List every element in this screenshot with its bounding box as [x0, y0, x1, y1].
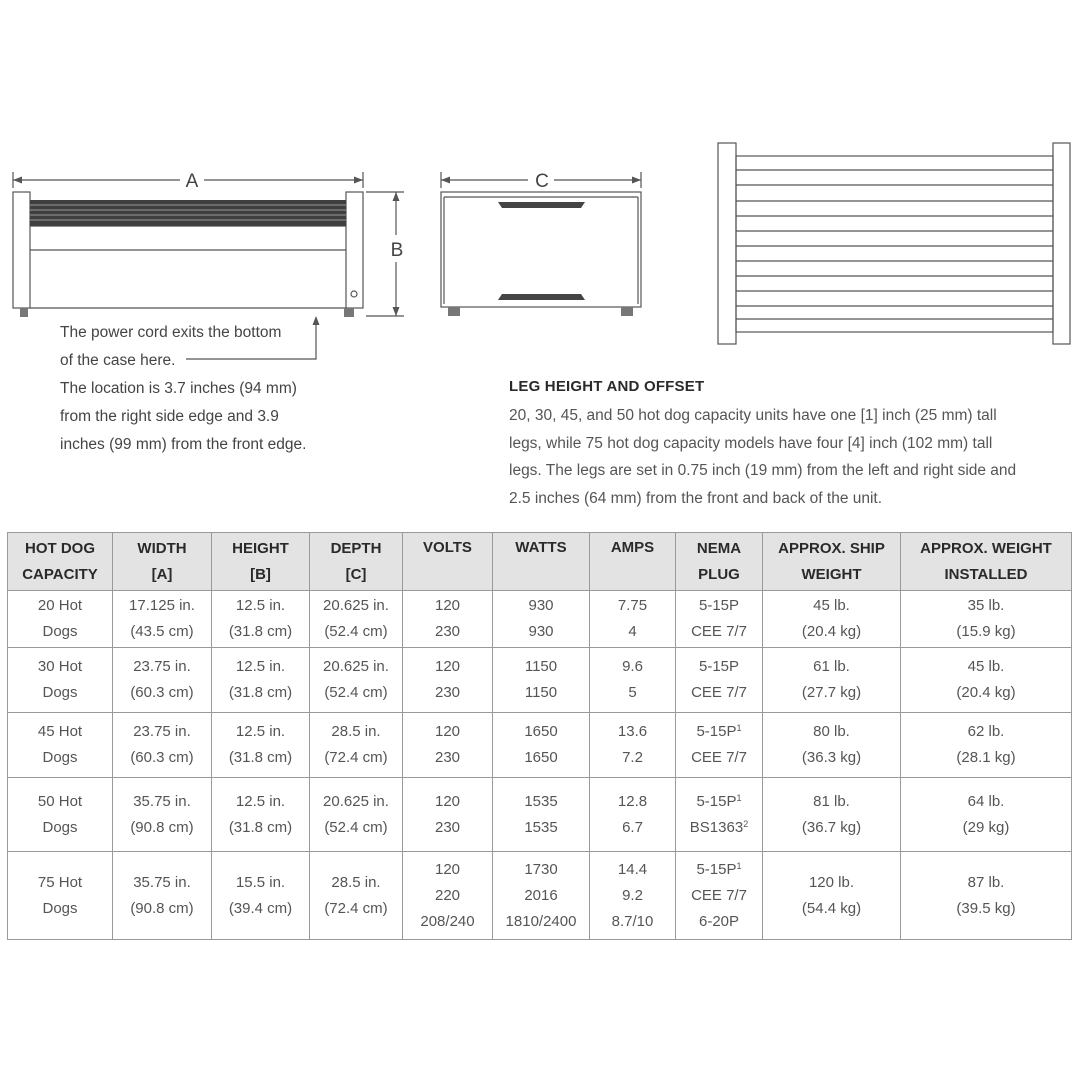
leg-section-line: 20, 30, 45, and 50 hot dog capacity units have one [1] inch (25 mm) tall	[509, 407, 997, 424]
cell-line: (36.3 kg)	[801, 749, 862, 766]
cell-capacity	[8, 778, 113, 852]
cell-line: 61 lb.	[813, 658, 850, 675]
cell-watts	[493, 648, 590, 713]
cell-amps	[590, 648, 676, 713]
cell-capacity	[8, 591, 113, 648]
cell-line: 7.2	[622, 749, 643, 766]
plug-text: BS1363	[689, 818, 744, 836]
cell-line: 1535	[524, 818, 558, 836]
power-cord-note	[60, 319, 306, 459]
table-row	[8, 648, 1072, 713]
cell-line: 87 lb.	[967, 873, 1005, 891]
cell-line	[676, 789, 762, 815]
cell-line: 230	[434, 749, 461, 766]
header-plug: NEMA PLUG	[676, 533, 763, 591]
cell-line: (15.9 kg)	[956, 623, 1016, 640]
cell-ship	[763, 852, 901, 940]
cell-line: 9.2	[622, 886, 643, 904]
cell-height	[212, 778, 310, 852]
cell-line	[676, 815, 762, 841]
cell-line	[676, 619, 762, 645]
cell-line: Dogs	[42, 623, 78, 640]
cell-volts	[403, 713, 493, 778]
cell-line: 120 lb.	[808, 873, 855, 891]
header-depth: DEPTH [C]	[310, 533, 403, 591]
cell-line: 28.5 in.	[331, 723, 381, 740]
cell-amps	[590, 778, 676, 852]
cell-line	[676, 680, 762, 706]
cell-line: (31.8 cm)	[228, 623, 293, 640]
cell-line	[676, 745, 762, 771]
cell-line: 120	[434, 597, 461, 614]
cell-line: 120	[434, 658, 461, 675]
leg-section-line: legs. The legs are set in 0.75 inch (19 mm) from the left and right side and	[509, 462, 1017, 479]
cell-line: (54.4 kg)	[801, 899, 862, 917]
cell-line: (31.8 cm)	[228, 684, 293, 701]
cell-line: 1650	[524, 723, 558, 740]
top-view-drawing	[718, 143, 1070, 344]
plug-text: 5-15P	[696, 860, 737, 878]
cell-line: (31.8 cm)	[228, 749, 293, 766]
cell-line: 8.7/10	[611, 912, 654, 930]
header-installed-weight: APPROX. WEIGHT INSTALLED	[901, 533, 1072, 591]
cell-line: (60.3 cm)	[130, 749, 194, 766]
plug-text: 6-20P	[698, 912, 740, 930]
cell-line: 9.6	[622, 658, 643, 675]
cell-line: (39.4 cm)	[228, 899, 293, 917]
cell-amps	[590, 591, 676, 648]
cell-line: 12.8	[617, 792, 648, 810]
cell-depth	[310, 591, 403, 648]
plug-text: 5-15P	[696, 723, 737, 740]
power-note-line: The location is 3.7 inches (94 mm)	[60, 380, 297, 397]
cell-line: (60.3 cm)	[130, 684, 194, 701]
cell-line: 230	[434, 684, 461, 701]
cell-line: 20 Hot	[37, 597, 83, 614]
dimension-diagrams	[0, 0, 1080, 360]
cell-line: 17.125 in.	[129, 597, 195, 614]
cell-depth	[310, 648, 403, 713]
cell-line: Dogs	[42, 818, 78, 836]
cell-height	[212, 713, 310, 778]
footnote-marker: 1	[736, 792, 742, 803]
power-note-line: of the case here.	[60, 352, 176, 369]
cell-line: 6.7	[622, 818, 643, 836]
cell-line: 12.5 in.	[235, 723, 286, 740]
table-row	[8, 852, 1072, 940]
cell-amps	[590, 713, 676, 778]
cell-width	[113, 713, 212, 778]
cell-line: 930	[528, 597, 554, 614]
cell-width	[113, 778, 212, 852]
cell-line	[676, 857, 762, 883]
power-note-line: from the right side edge and 3.9	[60, 408, 279, 425]
cell-line: 1730	[524, 860, 558, 878]
cell-line: 75 Hot	[37, 873, 83, 891]
cell-installed	[901, 648, 1072, 713]
cell-line: 30 Hot	[37, 658, 83, 675]
cell-line: 64 lb.	[967, 792, 1005, 810]
header-amps: AMPS	[590, 533, 676, 591]
cell-line: (43.5 cm)	[130, 623, 194, 640]
cell-line	[676, 719, 762, 745]
cell-installed	[901, 591, 1072, 648]
cell-line: (52.4 cm)	[324, 684, 388, 701]
cell-line: 13.6	[617, 723, 648, 740]
cell-line: 20.625 in.	[323, 792, 389, 810]
plug-text: CEE 7/7	[691, 886, 747, 904]
cell-height	[212, 648, 310, 713]
cell-plug	[676, 648, 763, 713]
header-ship-weight: APPROX. SHIP WEIGHT	[763, 533, 901, 591]
cell-width	[113, 591, 212, 648]
cell-line: (52.4 cm)	[324, 623, 388, 640]
cell-line: (39.5 kg)	[956, 899, 1016, 917]
cell-line: 81 lb.	[813, 792, 850, 810]
cell-ship	[763, 713, 901, 778]
cell-ship	[763, 591, 901, 648]
cell-line: (20.4 kg)	[956, 684, 1016, 701]
cell-line: Dogs	[42, 684, 78, 701]
cell-line: (36.7 kg)	[801, 818, 862, 836]
header-width: WIDTH [A]	[113, 533, 212, 591]
cell-depth	[310, 778, 403, 852]
cell-line: 20.625 in.	[323, 658, 389, 675]
dimension-c-label: C	[535, 171, 549, 192]
cell-line: 15.5 in.	[235, 873, 286, 891]
cell-line: (31.8 cm)	[228, 818, 293, 836]
cell-line: 50 Hot	[37, 792, 83, 810]
dimension-a-label: A	[185, 171, 199, 192]
cell-depth	[310, 852, 403, 940]
cell-installed	[901, 713, 1072, 778]
leg-section-line: legs, while 75 hot dog capacity models have four [4] inch (102 mm) tall	[509, 434, 993, 452]
cell-line: 28.5 in.	[331, 873, 381, 891]
cell-line: 220	[434, 886, 461, 904]
table-header-row	[8, 533, 1072, 591]
specifications-table	[7, 532, 1072, 940]
cell-line	[676, 654, 762, 680]
cell-line: 45 lb.	[813, 597, 850, 614]
header-capacity: HOT DOG CAPACITY	[8, 533, 113, 591]
cell-line: 14.4	[617, 860, 648, 878]
plug-text: 5-15P	[698, 597, 740, 614]
power-note-line: The power cord exits the bottom	[60, 324, 282, 341]
cell-volts	[403, 648, 493, 713]
cell-capacity	[8, 648, 113, 713]
footnote-marker: 1	[736, 723, 742, 733]
power-note-line: inches (99 mm) from the front edge.	[60, 436, 307, 453]
cell-line: 230	[434, 818, 461, 836]
cell-line: (27.7 kg)	[801, 684, 862, 701]
table-row	[8, 778, 1072, 852]
cell-watts	[493, 713, 590, 778]
plug-text: CEE 7/7	[691, 623, 747, 640]
cell-plug	[676, 591, 763, 648]
cell-width	[113, 852, 212, 940]
cell-line: 930	[528, 623, 554, 640]
cell-line	[676, 909, 762, 935]
cell-plug	[676, 713, 763, 778]
header-height: HEIGHT [B]	[212, 533, 310, 591]
cell-line: 12.5 in.	[235, 597, 286, 614]
plug-text: 5-15P	[696, 792, 737, 810]
cell-height	[212, 852, 310, 940]
cell-line: 45 lb.	[967, 658, 1005, 675]
cell-line: 12.5 in.	[235, 792, 286, 810]
cell-line: 1150	[524, 658, 558, 675]
cell-line: 120	[434, 723, 461, 740]
cell-line: 35.75 in.	[133, 792, 191, 810]
header-volts: VOLTS	[403, 533, 493, 591]
cell-line: (90.8 cm)	[130, 818, 194, 836]
cell-installed	[901, 852, 1072, 940]
cell-line	[676, 593, 762, 619]
cell-watts	[493, 591, 590, 648]
cell-plug	[676, 852, 763, 940]
footnote-marker: 1	[736, 860, 742, 871]
cell-line: 1150	[524, 684, 558, 701]
cell-line: 80 lb.	[813, 723, 850, 740]
table-row	[8, 713, 1072, 778]
cell-line: (28.1 kg)	[956, 749, 1016, 766]
cell-line: 120	[434, 792, 461, 810]
cell-line: 4	[628, 623, 637, 640]
cell-watts	[493, 778, 590, 852]
header-watts: WATTS	[493, 533, 590, 591]
cell-plug	[676, 778, 763, 852]
cell-installed	[901, 778, 1072, 852]
cell-line: 2016	[524, 886, 558, 904]
plug-text: CEE 7/7	[691, 684, 747, 701]
plug-text: CEE 7/7	[691, 749, 747, 766]
cell-capacity	[8, 713, 113, 778]
cell-line: 20.625 in.	[323, 597, 389, 614]
cell-line: (52.4 cm)	[324, 818, 388, 836]
cell-line: 35.75 in.	[133, 873, 191, 891]
cell-line: 45 Hot	[37, 723, 83, 740]
cell-width	[113, 648, 212, 713]
cell-line: 1810/2400	[505, 912, 577, 930]
cell-ship	[763, 648, 901, 713]
leg-section-line: 2.5 inches (64 mm) from the front and back of the unit.	[509, 489, 883, 507]
cell-line: 5	[628, 684, 637, 701]
cell-line	[676, 883, 762, 909]
cell-volts	[403, 852, 493, 940]
cell-line: 35 lb.	[967, 597, 1005, 614]
cell-line: 230	[434, 623, 461, 640]
plug-text: 5-15P	[698, 658, 740, 675]
dimension-b-label: B	[390, 240, 404, 261]
cell-line: 23.75 in.	[133, 723, 191, 740]
cell-line: 1650	[524, 749, 558, 766]
side-view-drawing	[441, 172, 641, 316]
cell-line: 12.5 in.	[235, 658, 286, 675]
cell-line: 208/240	[420, 912, 475, 930]
leg-section-body	[509, 402, 1016, 512]
cell-watts	[493, 852, 590, 940]
cell-line: (72.4 cm)	[324, 749, 388, 766]
cell-line: 120	[434, 860, 461, 878]
cell-amps	[590, 852, 676, 940]
cell-capacity	[8, 852, 113, 940]
table-row	[8, 591, 1072, 648]
cell-line: 1535	[524, 792, 558, 810]
cell-line: 7.75	[617, 597, 648, 614]
cell-line: (20.4 kg)	[801, 623, 862, 640]
cell-line: (72.4 cm)	[324, 899, 388, 917]
cell-line: 23.75 in.	[133, 658, 191, 675]
cell-height	[212, 591, 310, 648]
cell-line: 62 lb.	[967, 723, 1005, 740]
cell-depth	[310, 713, 403, 778]
cell-volts	[403, 591, 493, 648]
cell-line: (90.8 cm)	[130, 899, 194, 917]
footnote-marker: 2	[743, 818, 749, 829]
leg-section-title: LEG HEIGHT AND OFFSET	[509, 378, 705, 395]
cell-line: Dogs	[42, 899, 78, 917]
cell-line: (29 kg)	[962, 818, 1010, 836]
cell-line: Dogs	[42, 749, 78, 766]
cell-ship	[763, 778, 901, 852]
cell-volts	[403, 778, 493, 852]
